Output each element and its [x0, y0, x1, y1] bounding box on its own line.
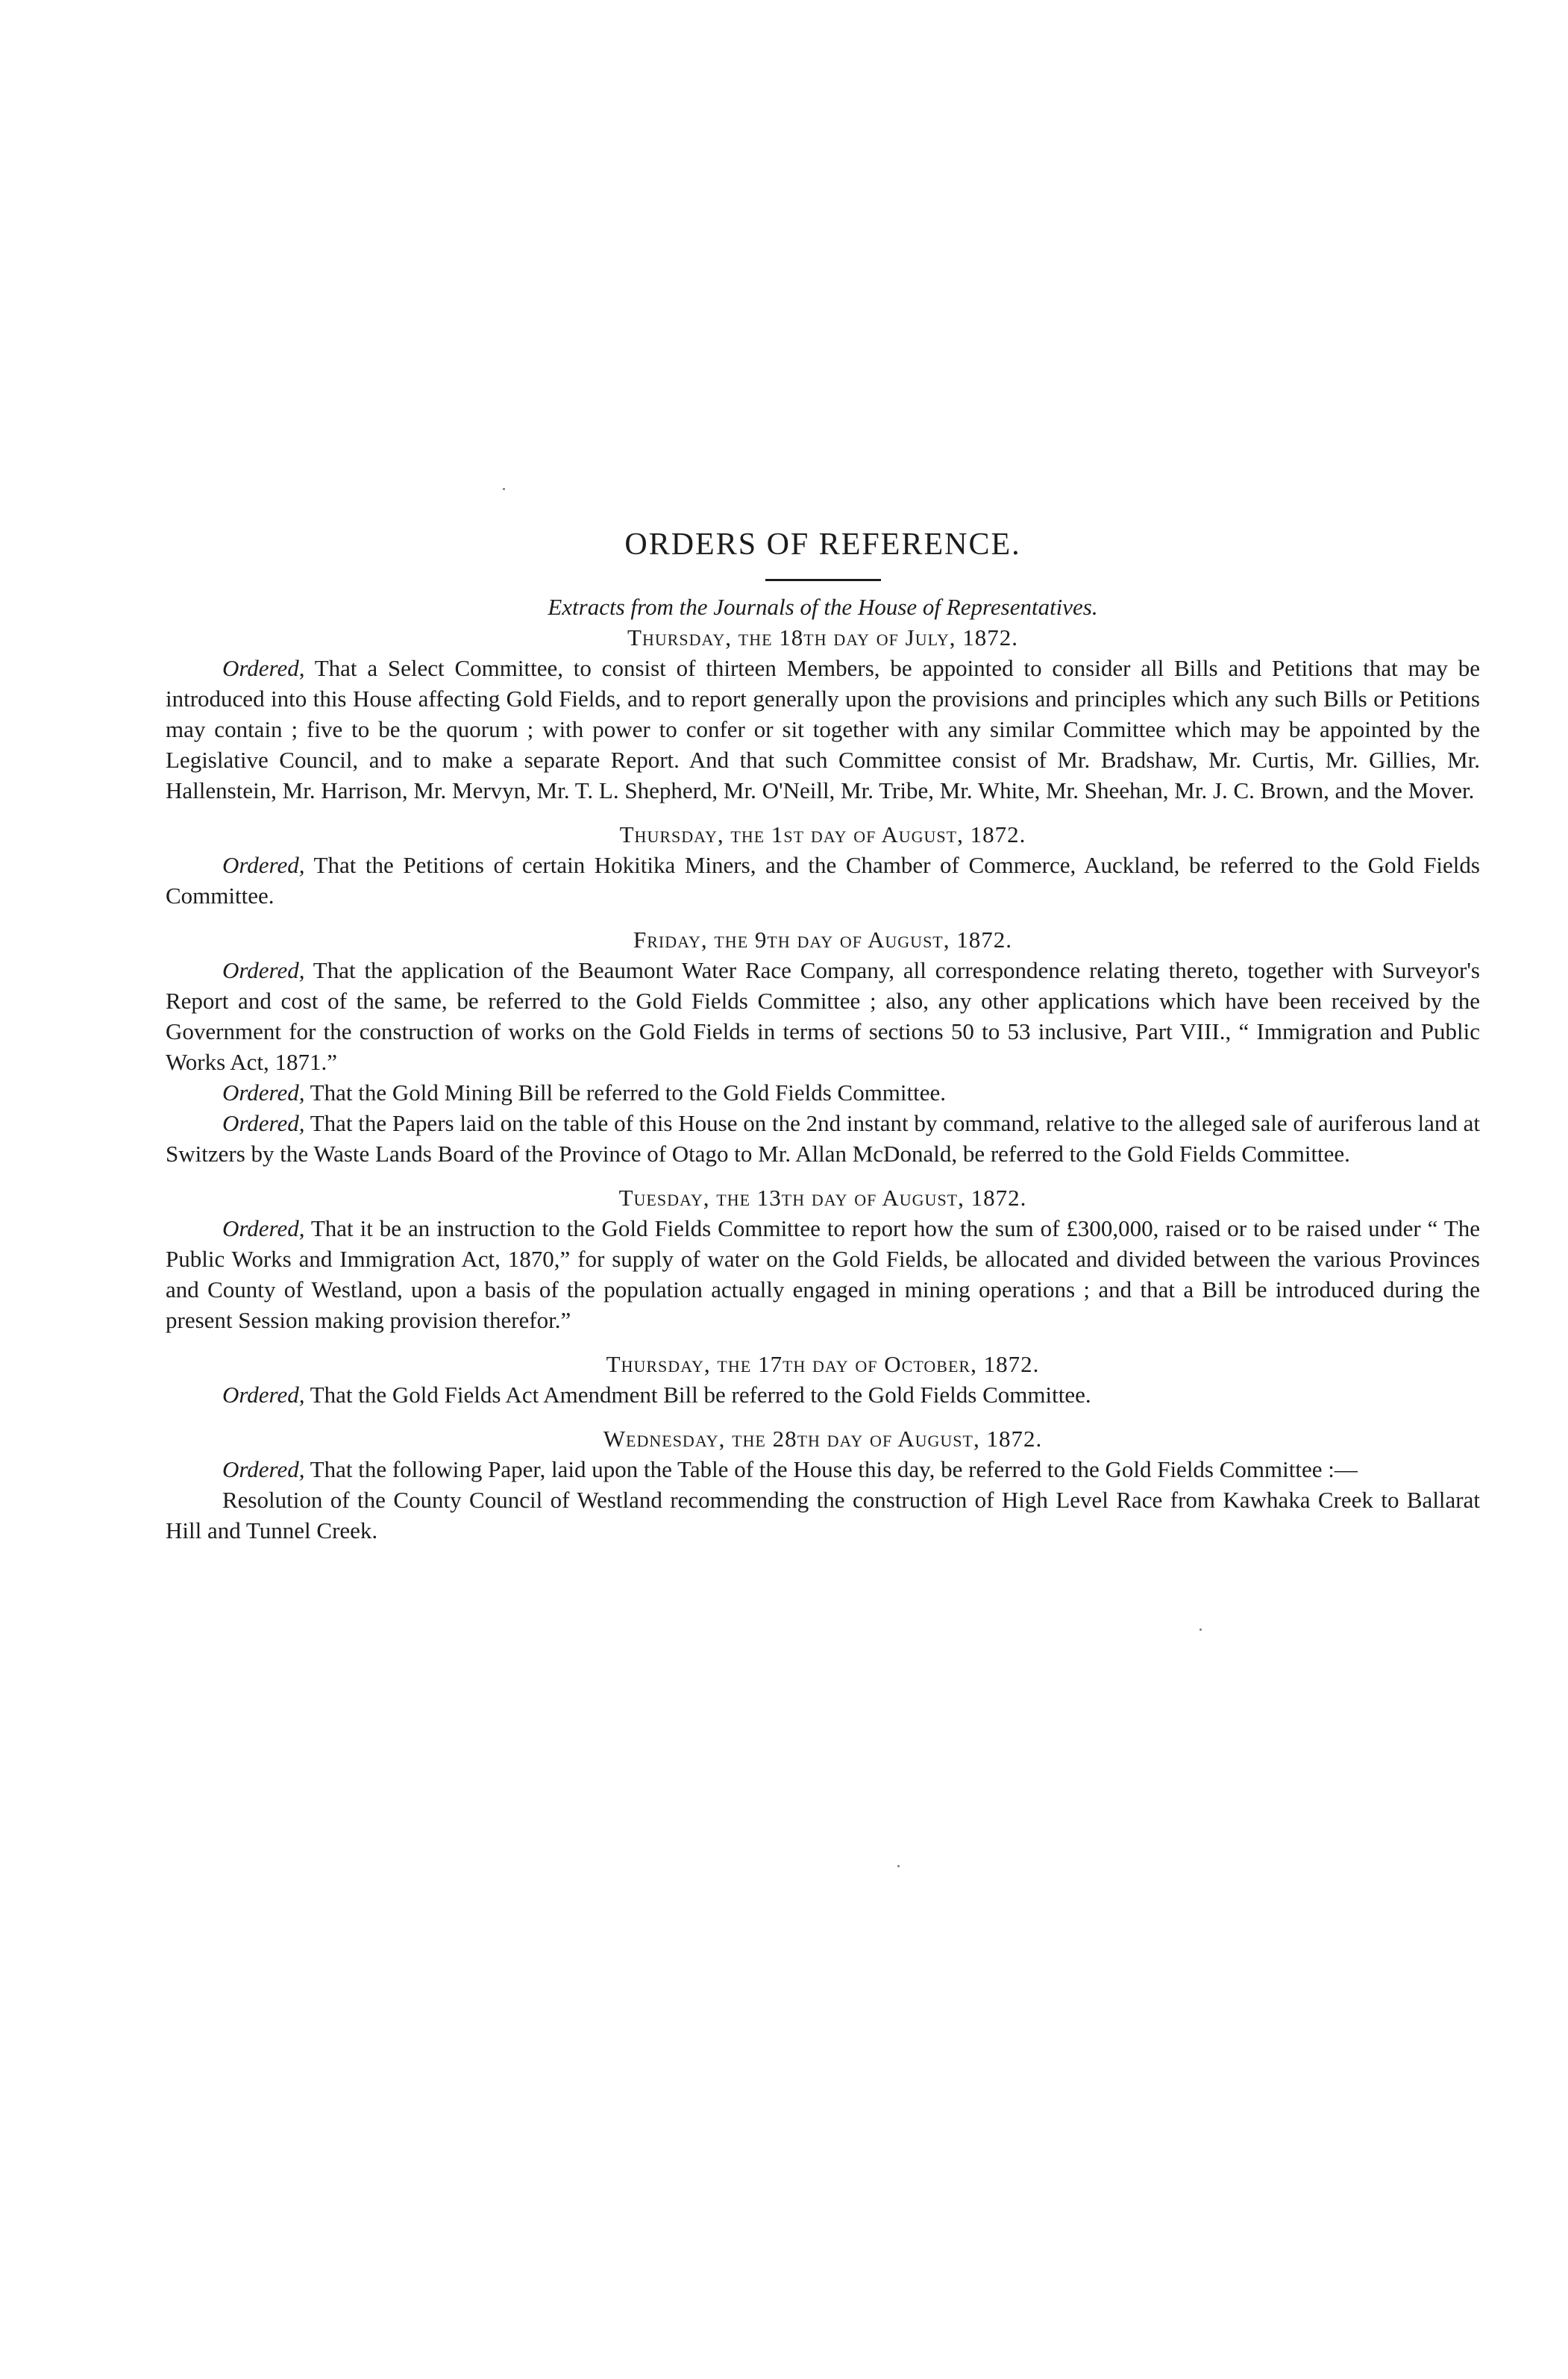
entry-date: Thursday, the 18th day of July, 1872. [627, 624, 1018, 651]
order-text: That it be an instruction to the Gold Fields Committee to report how the sum of £300,000, raised or to be raised under “ The Public Works and Immigration Act, 1870,” for supply of water on the Gold Fields, be allocated and divided between the various Provinces and County of Westland, upon a basis of the population actually engaged in mining operations ; and that a Bill be introduced during the present Session making provision therefor.” [166, 1215, 1480, 1333]
order-paragraph [166, 1077, 1480, 1108]
subtitle: Extracts from the Journals of the House of Representatives. [548, 594, 1098, 620]
scan-speck [1199, 1629, 1202, 1631]
order-entry [166, 819, 1480, 911]
order-text: That the Gold Fields Act Amendment Bill be referred to the Gold Fields Committee. [304, 1382, 1091, 1408]
ordered-label: Ordered, [222, 1215, 305, 1241]
order-paragraph [166, 1213, 1480, 1335]
entry-date: Thursday, the 1st day of August, 1872. [619, 821, 1026, 847]
order-entry [166, 1349, 1480, 1410]
order-paragraph [166, 850, 1480, 911]
order-paragraph [166, 955, 1480, 1077]
order-text: Resolution of the County Council of Westland recommending the construction of High Level Race from Kawhaka Creek to Ballarat Hill and Tunnel Creek. [166, 1487, 1480, 1543]
scan-speck [897, 1865, 900, 1867]
ordered-label: Ordered, [222, 1382, 305, 1408]
ordered-label: Ordered, [222, 1079, 305, 1106]
order-text: That the Gold Mining Bill be referred to the Gold Fields Committee. [304, 1079, 947, 1106]
ordered-label: Ordered, [222, 655, 305, 681]
entry-date: Friday, the 9th day of August, 1872. [633, 927, 1012, 953]
entry-date: Tuesday, the 13th day of August, 1872. [618, 1185, 1027, 1211]
order-entry [166, 924, 1480, 1169]
page-title: ORDERS OF REFERENCE. [624, 527, 1021, 562]
order-text: That the following Paper, laid upon the Table of the House this day, be referred to the Gold Fields Committee :— [304, 1456, 1358, 1482]
ordered-label: Ordered, [222, 852, 305, 878]
order-paragraph [166, 1454, 1480, 1485]
title-rule [765, 579, 881, 581]
order-text: That a Select Committee, to consist of thirteen Members, be appointed to consider all Bills and Petitions that may be introduced into this House affecting Gold Fields, and to report generally upon the provisions and principles which any such Bills or Petitions may contain ; five to be the quorum ; with power to confer or sit together with any similar Committee which may be appointed by the Legislative Council, and to make a separate Report. And that such Committee consist of Mr. Bradshaw, Mr. Curtis, Mr. Gillies, Mr. Hallenstein, Mr. Harrison, Mr. Mervyn, Mr. T. L. Shepherd, Mr. O'Neill, Mr. Tribe, Mr. White, Mr. Sheehan, Mr. J. C. Brown, and the Mover. [166, 655, 1480, 803]
order-entry [166, 1182, 1480, 1335]
scan-speck [503, 488, 505, 490]
order-text: That the Petitions of certain Hokitika Miners, and the Chamber of Commerce, Auckland, be referred to the Gold Fields Committee. [166, 852, 1480, 909]
entry-date: Wednesday, the 28th day of August, 1872. [603, 1426, 1043, 1452]
order-paragraph [166, 1108, 1480, 1169]
ordered-label: Ordered, [222, 1110, 305, 1136]
order-text: That the application of the Beaumont Water Race Company, all correspondence relating thereto, together with Surveyor's Report and cost of the same, be referred to the Gold Fields Committee ; also, any other applications which have been received by the Government for the construction of works on the Gold Fields in terms of sections 50 to 53 inclusive, Part VIII., “ Immigration and Public Works Act, 1871.” [166, 957, 1480, 1075]
order-paragraph [166, 1379, 1480, 1410]
order-entry [166, 1423, 1480, 1546]
entry-date: Thursday, the 17th day of October, 1872. [606, 1351, 1040, 1377]
order-paragraph [166, 653, 1480, 806]
ordered-label: Ordered, [222, 1456, 305, 1482]
ordered-label: Ordered, [222, 957, 305, 983]
order-text: That the Papers laid on the table of this House on the 2nd instant by command, relative to the alleged sale of auriferous land at Switzers by the Waste Lands Board of the Province of Otago to Mr. Allan McDonald, be referred to the Gold Fields Committee. [166, 1110, 1480, 1167]
order-entry [166, 622, 1480, 806]
resolution-paragraph [166, 1485, 1480, 1546]
document-page [166, 522, 1480, 1546]
